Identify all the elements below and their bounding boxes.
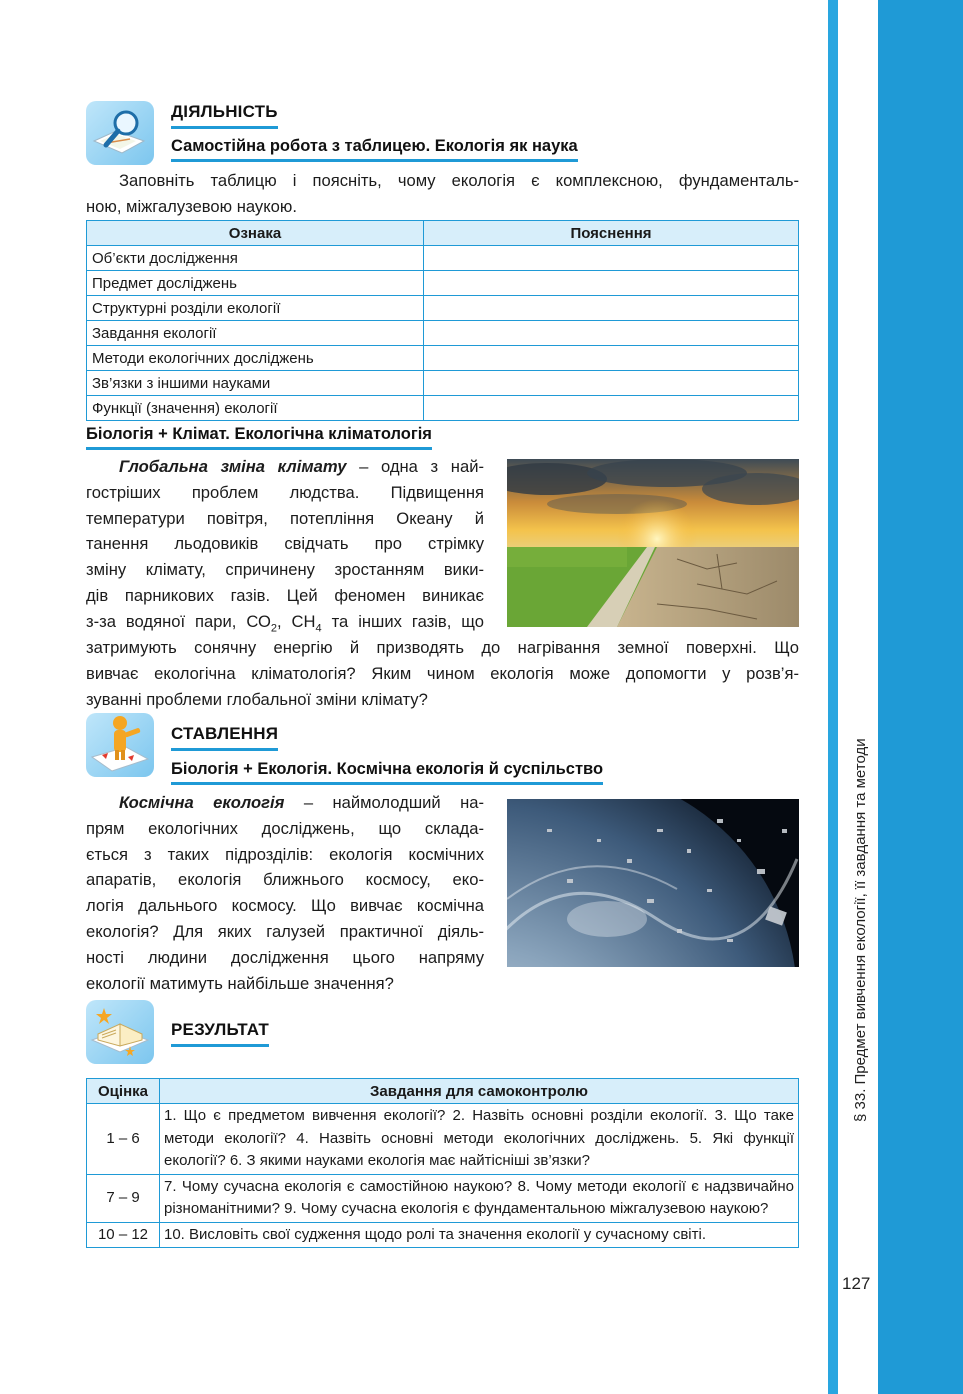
grade-cell: 10 – 12: [87, 1222, 160, 1248]
table-row: [87, 371, 799, 396]
result-heading: РЕЗУЛЬТАТ: [171, 1020, 269, 1047]
climate-line-text: , СН: [276, 611, 316, 631]
climate-line: [86, 454, 484, 480]
climate-line: зміну клімату, спричинену зростанням вики-: [86, 560, 484, 580]
table-cell-feature: Функції (значення) екології: [87, 396, 424, 421]
space-line-text: – наймолодший на-: [284, 793, 485, 812]
table-cell-explanation[interactable]: [424, 346, 799, 371]
table-row: [87, 346, 799, 371]
table-row: [87, 396, 799, 421]
table-row: [87, 271, 799, 296]
table-header-explanation: Пояснення: [424, 221, 799, 246]
table-row: [87, 246, 799, 271]
table-row: [87, 321, 799, 346]
table-header-row: [87, 1079, 799, 1104]
page-number: 127: [842, 1274, 871, 1293]
climate-line: дів парникових газів. Цей феномен виникає: [86, 585, 484, 605]
table-row: [87, 296, 799, 321]
person-pointing-icon: [86, 713, 154, 777]
task-cell: 1. Що є предметом вивчення екології? 2. Назвіть основні розділи екології. 3. Що таке методи екології? 4. Назвіть основні методи екологічних досліджень. 5. Які функції екології? 6. З якими науками екологія має найтісніші зв’язки?: [160, 1104, 799, 1175]
space-line: логія дальнього космосу. Що вивчає космічна: [86, 896, 484, 916]
table-cell-explanation[interactable]: [424, 296, 799, 321]
climate-line: вивчає екологічна кліматологія? Яким чином екологія може допомогти у розв’я-: [86, 663, 799, 683]
space-line: ності людини дослідження цього напряму: [86, 947, 484, 967]
magnifier-map-icon: [86, 101, 154, 165]
table-cell-feature: Завдання екології: [87, 321, 424, 346]
climate-paragraph-wrapped: [86, 454, 484, 642]
table-row: [87, 1104, 799, 1175]
chapter-section-title: § 33. Предмет вивчення екології, її завдання та методи: [852, 738, 869, 1122]
table-cell-explanation[interactable]: [424, 321, 799, 346]
subscript: 4: [315, 622, 322, 635]
table-row: [87, 1222, 799, 1248]
table-cell-explanation[interactable]: [424, 396, 799, 421]
table-header-grade: Оцінка: [87, 1079, 160, 1104]
space-term: Космічна екологія: [119, 793, 285, 812]
table-header-feature: Ознака: [87, 221, 424, 246]
space-line: екологія? Для яких галузей практичної діяль-: [86, 921, 484, 941]
climate-line-text: з-за водяної пари, СО: [86, 611, 271, 631]
grade-cell: 1 – 6: [87, 1104, 160, 1175]
attitude-subheading: Біологія + Екологія. Космічна екологія й суспільство: [171, 760, 603, 785]
climate-term: Глобальна зміна клімату: [119, 457, 347, 476]
climate-line: температури повітря, потепління Океану й: [86, 508, 484, 528]
climate-line-text: – одна з най-: [346, 457, 484, 476]
self-control-table: [86, 1078, 799, 1248]
table-cell-feature: Об’єкти дослідження: [87, 246, 424, 271]
table-header-tasks: Завдання для самоконтролю: [160, 1079, 799, 1104]
table-cell-feature: Предмет досліджень: [87, 271, 424, 296]
space-paragraph: [86, 790, 484, 996]
task-cell: 10. Висловіть свої судження щодо ролі та значення екології у сучасному світі.: [160, 1222, 799, 1248]
table-row: [87, 1174, 799, 1222]
table-cell-explanation[interactable]: [424, 246, 799, 271]
space-line: [86, 790, 484, 816]
space-line: прям екологічних досліджень, що склада-: [86, 818, 484, 838]
table-header-row: [87, 221, 799, 246]
table-cell-explanation[interactable]: [424, 371, 799, 396]
activity-heading: ДІЯЛЬНІСТЬ: [171, 102, 278, 129]
climate-line-text: та інших газів, що: [321, 611, 484, 631]
open-book-icon: [86, 1000, 154, 1064]
climate-line: зуванні проблеми глобальної зміни клімату?: [86, 689, 428, 709]
climate-line: затримують сонячну енергію й призводять до нагрівання земної поверхні. Що: [86, 638, 799, 657]
table-cell-feature: Зв’язки з іншими науками: [87, 371, 424, 396]
climate-line: гостріших проблем людства. Підвищення: [86, 482, 484, 502]
table-cell-feature: Структурні розділи екології: [87, 296, 424, 321]
attitude-heading: СТАВЛЕННЯ: [171, 724, 278, 751]
climate-paragraph-full: [86, 635, 799, 712]
table-cell-explanation[interactable]: [424, 271, 799, 296]
activity-subheading: Самостійна робота з таблицею. Екологія як наука: [171, 137, 578, 162]
features-table: [86, 220, 799, 421]
table-cell-feature: Методи екологічних досліджень: [87, 346, 424, 371]
task-cell: 7. Чому сучасна екологія є самостійною наукою? 8. Чому методи екології є надзвичайно різноманітними? 9. Чому сучасна екологія є фундаментальною міжгалузевою наукою?: [160, 1174, 799, 1222]
subscript: 2: [270, 622, 277, 635]
margin-stripe-dark: [878, 0, 963, 1394]
climate-line: танення льодовиків свідчать про стрімку: [86, 534, 484, 554]
climate-subheading: Біологія + Клімат. Екологічна кліматологія: [86, 425, 432, 450]
space-line: екології матимуть найбільше значення?: [86, 973, 394, 993]
space-debris-photo: [507, 799, 799, 967]
activity-instruction: Заповніть таблицю і поясніть, чому екологія є комплексною, фундаменталь-: [119, 171, 799, 190]
space-line: апаратів, екологія ближнього космосу, еко-: [86, 870, 484, 890]
grade-cell: 7 – 9: [87, 1174, 160, 1222]
activity-instruction-end: ною, міжгалузевою наукою.: [86, 197, 297, 216]
margin-stripe-gap: [838, 0, 878, 1394]
climate-change-photo: [507, 459, 799, 627]
space-line: ється з таких підрозділів: екологія космічних: [86, 844, 484, 864]
